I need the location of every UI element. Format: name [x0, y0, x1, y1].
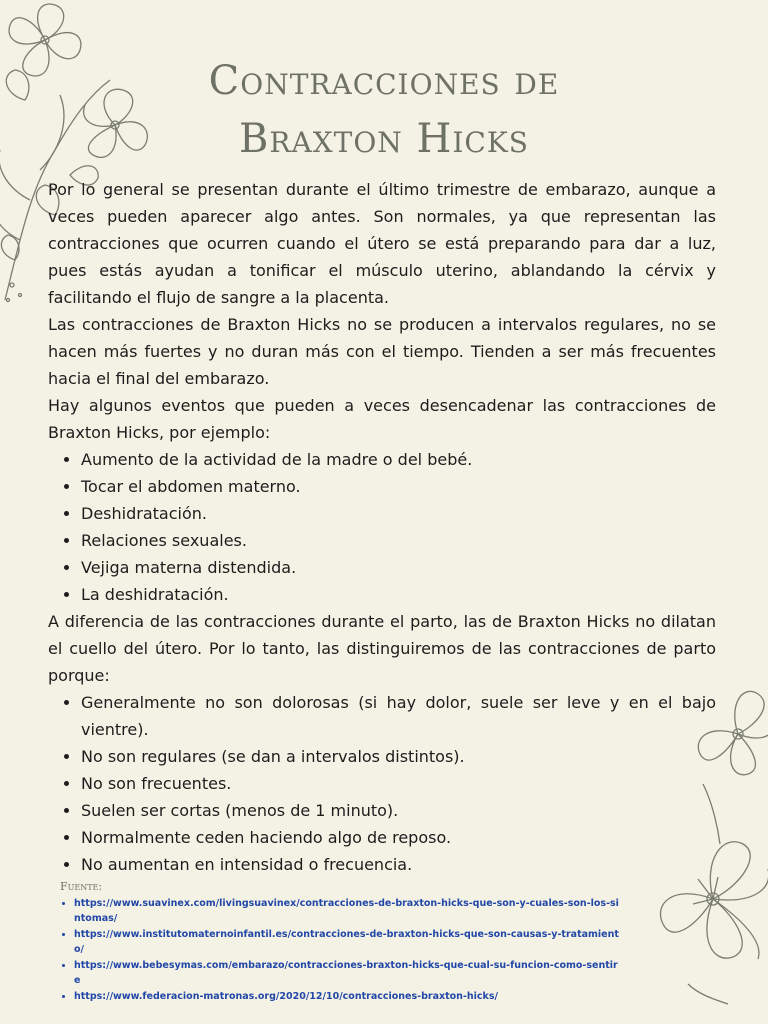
- difference-paragraph: A diferencia de las contracciones durante el parto, las de Braxton Hicks no dilatan el cuello del útero. Por lo tanto, las distinguiremos de las contracciones de parto porque:: [48, 612, 716, 685]
- page-title: [0, 52, 768, 168]
- list-item: • Aumento de la actividad de la madre o del bebé.: [81, 446, 716, 473]
- differences-list: [48, 689, 716, 878]
- source-link[interactable]: • https://www.institutomaternoinfantil.es/contracciones-de-braxton-hicks-que-son-causas-y-tratamiento/: [74, 927, 620, 957]
- list-item: • Vejiga materna distendida.: [81, 554, 716, 581]
- triggers-list: [48, 446, 716, 608]
- list-item: • No son frecuentes.: [81, 770, 716, 797]
- source-link[interactable]: • https://www.suavinex.com/livingsuavinex/contracciones-de-braxton-hicks-que-son-y-cuales-son-los-sintomas/: [74, 896, 620, 926]
- title-line-1: Contracciones de: [208, 58, 560, 104]
- source-link[interactable]: • https://www.federacion-matronas.org/2020/12/10/contracciones-braxton-hicks/: [74, 989, 620, 1004]
- list-item: • Deshidratación.: [81, 500, 716, 527]
- regularity-paragraph: Las contracciones de Braxton Hicks no se producen a intervalos regulares, no se hacen más fuertes y no duran más con el tiempo. Tienden a ser más frecuentes hacia el final del embarazo.: [48, 315, 716, 388]
- list-item: • Relaciones sexuales.: [81, 527, 716, 554]
- intro-paragraph: Por lo general se presentan durante el último trimestre de embarazo, aunque a veces pueden aparecer algo antes. Son normales, ya que representan las contracciones que ocurren cuando el útero se está preparando para dar a luz, pues estás ayudan a tonificar el músculo uterino, ablandando la cérvix y facilitando el flujo de sangre a la placenta.: [48, 180, 716, 307]
- list-item: • Generalmente no son dolorosas (si hay dolor, suele ser leve y en el bajo vientre).: [81, 689, 716, 743]
- list-item: • No aumentan en intensidad o frecuencia.: [81, 851, 716, 878]
- triggers-paragraph: Hay algunos eventos que pueden a veces desencadenar las contracciones de Braxton Hicks, por ejemplo:: [48, 396, 716, 442]
- source-label: Fuente:: [60, 880, 103, 893]
- list-item: • No son regulares (se dan a intervalos distintos).: [81, 743, 716, 770]
- list-item: • Tocar el abdomen materno.: [81, 473, 716, 500]
- sources-section: [60, 880, 620, 1005]
- main-content: [48, 176, 716, 878]
- source-link[interactable]: • https://www.bebesymas.com/embarazo/contracciones-braxton-hicks-que-cual-su-funcion-como-sentire: [74, 958, 620, 988]
- list-item: • La deshidratación.: [81, 581, 716, 608]
- title-line-2: Braxton Hicks: [239, 116, 529, 162]
- list-item: • Normalmente ceden haciendo algo de reposo.: [81, 824, 716, 851]
- sources-list: [60, 896, 620, 1004]
- list-item: • Suelen ser cortas (menos de 1 minuto).: [81, 797, 716, 824]
